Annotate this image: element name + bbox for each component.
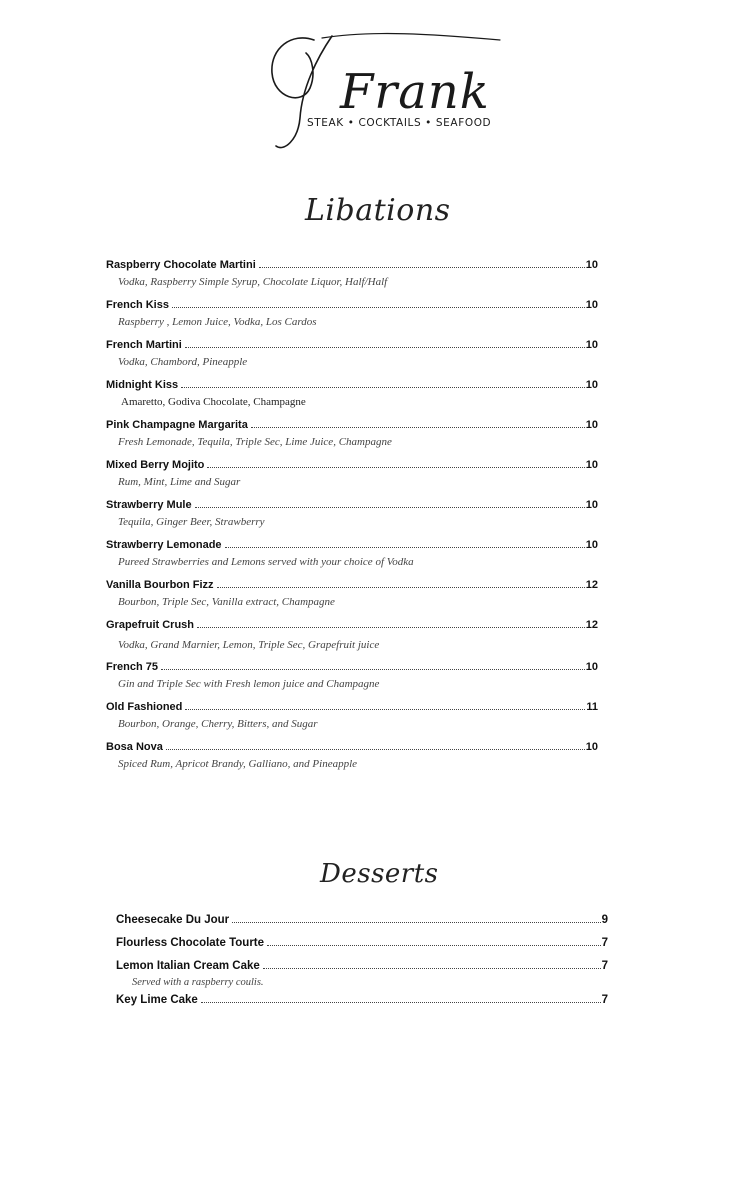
dot-leader <box>185 346 585 348</box>
item-name: Pink Champagne Margarita <box>106 419 248 431</box>
item-price: 10 <box>585 339 598 351</box>
logo-wordmark: Frank <box>340 64 490 120</box>
item-price: 11 <box>586 701 598 713</box>
dot-leader <box>225 546 585 548</box>
menu-item <box>116 960 608 994</box>
dot-leader <box>251 426 585 428</box>
item-description: Served with a raspberry coulis. <box>132 977 264 988</box>
item-price: 10 <box>585 499 598 511</box>
item-description: Rum, Mint, Lime and Sugar <box>118 476 241 488</box>
menu-item <box>106 579 598 619</box>
item-name: Old Fashioned <box>106 701 183 713</box>
menu-item <box>106 661 598 701</box>
item-price: 10 <box>585 539 598 551</box>
libations-heading: Libations <box>305 193 451 228</box>
item-description: Vodka, Chambord, Pineapple <box>118 356 248 368</box>
item-description: Amaretto, Godiva Chocolate, Champagne <box>121 396 306 408</box>
item-name: Flourless Chocolate Tourte <box>116 937 265 949</box>
dot-leader <box>166 748 585 750</box>
menu-item <box>106 259 598 299</box>
item-price: 10 <box>585 741 598 753</box>
item-price: 7 <box>601 994 608 1006</box>
menu-item <box>106 379 598 419</box>
menu-item <box>106 299 598 339</box>
item-price: 7 <box>601 937 608 949</box>
item-description: Gin and Triple Sec with Fresh lemon juice and Champagne <box>118 678 380 690</box>
item-description: Tequila, Ginger Beer, Strawberry <box>118 516 265 528</box>
item-price: 7 <box>601 960 608 972</box>
item-price: 9 <box>601 914 608 926</box>
item-price: 10 <box>585 379 598 391</box>
item-description: Pureed Strawberries and Lemons served with your choice of Vodka <box>118 556 414 568</box>
item-price: 10 <box>585 459 598 471</box>
menu-item <box>106 459 598 499</box>
item-description: Vodka, Grand Marnier, Lemon, Triple Sec, Grapefruit juice <box>118 639 380 651</box>
item-name: Strawberry Lemonade <box>106 539 222 551</box>
item-description: Fresh Lemonade, Tequila, Triple Sec, Lime Juice, Champagne <box>118 436 392 448</box>
item-price: 10 <box>585 259 598 271</box>
dot-leader <box>172 306 585 308</box>
item-name: French 75 <box>106 661 158 673</box>
menu-item <box>116 994 608 1017</box>
item-description: Raspberry , Lemon Juice, Vodka, Los Cardos <box>118 316 317 328</box>
item-description: Spiced Rum, Apricot Brandy, Galliano, and Pineapple <box>118 758 358 770</box>
dot-leader <box>263 967 601 969</box>
item-description: Bourbon, Triple Sec, Vanilla extract, Champagne <box>118 596 335 608</box>
item-name: Strawberry Mule <box>106 499 192 511</box>
item-name: Vanilla Bourbon Fizz <box>106 579 214 591</box>
menu-item <box>106 339 598 379</box>
dot-leader <box>259 266 585 268</box>
dot-leader <box>197 626 585 628</box>
item-price: 12 <box>585 619 598 631</box>
item-name: Cheesecake Du Jour <box>116 914 230 926</box>
dot-leader <box>185 708 585 710</box>
item-name: Mixed Berry Mojito <box>106 459 205 471</box>
item-price: 12 <box>585 579 598 591</box>
dot-leader <box>201 1001 601 1003</box>
restaurant-logo <box>262 28 507 156</box>
desserts-heading: Desserts <box>320 859 439 889</box>
item-name: Grapefruit Crush <box>106 619 195 631</box>
item-name: Bosa Nova <box>106 741 163 753</box>
dot-leader <box>195 506 585 508</box>
menu-item <box>106 499 598 539</box>
dot-leader <box>232 921 600 923</box>
item-name: Lemon Italian Cream Cake <box>116 960 260 972</box>
dot-leader <box>267 944 601 946</box>
desserts-list <box>116 914 608 1017</box>
dot-leader <box>181 386 585 388</box>
menu-item <box>106 741 598 781</box>
logo-tagline: STEAK • COCKTAILS • SEAFOOD <box>307 117 492 129</box>
item-price: 10 <box>585 419 598 431</box>
item-price: 10 <box>585 661 598 673</box>
menu-item <box>106 619 598 661</box>
menu-item <box>106 419 598 459</box>
item-name: Raspberry Chocolate Martini <box>106 259 256 271</box>
item-name: Midnight Kiss <box>106 379 179 391</box>
dot-leader <box>207 466 584 468</box>
item-description: Bourbon, Orange, Cherry, Bitters, and Sugar <box>118 718 318 730</box>
dot-leader <box>161 668 585 670</box>
item-name: Key Lime Cake <box>116 994 198 1006</box>
menu-item <box>116 914 608 937</box>
dot-leader <box>217 586 585 588</box>
menu-item <box>106 701 598 741</box>
item-name: French Kiss <box>106 299 169 311</box>
menu-item <box>116 937 608 960</box>
item-name: French Martini <box>106 339 182 351</box>
item-price: 10 <box>585 299 598 311</box>
item-description: Vodka, Raspberry Simple Syrup, Chocolate Liquor, Half/Half <box>118 276 388 288</box>
libations-list <box>106 259 598 781</box>
menu-item <box>106 539 598 579</box>
